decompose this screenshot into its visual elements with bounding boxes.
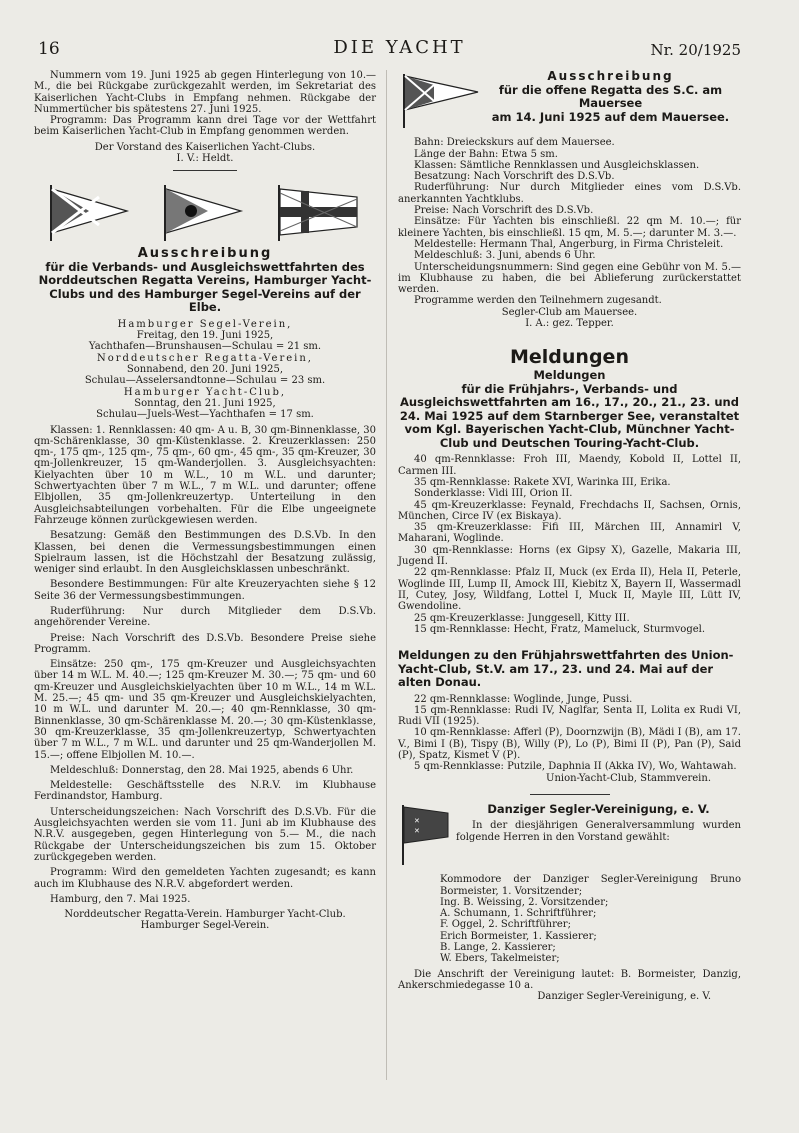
race-date: Freitag, den 19. Juni 1925, xyxy=(136,330,274,342)
meldeschluss-paragraph: Meldeschluß: Donnerstag, den 28. Mai 1925, abends 6 Uhr. xyxy=(50,764,354,776)
klassen-line: Klassen: Sämtliche Rennklassen und Ausgleichsklassen. xyxy=(414,159,700,171)
danzig-signature: Danziger Segler-Vereinigung, e. V. xyxy=(537,991,711,1003)
nrv-flag-icon xyxy=(49,181,133,243)
club-signatures: Norddeutscher Regatta-Verein. Hamburger Yacht-Club. xyxy=(64,909,346,921)
left-column xyxy=(34,70,376,932)
entry-list: 5 qm-Rennklasse: Putzile, Daphnia II (Akka IV), Wo, Wahtawah. xyxy=(414,761,737,773)
danzig-intro: In der diesjährigen Generalversammlung wurden folgende Herren in den Vorstand gewählt: xyxy=(456,820,741,843)
mauersee-heading-1: für die offene Regatta des S.C. am Mauersee xyxy=(498,82,723,110)
separator-rule xyxy=(173,170,237,171)
entry-list: 22 qm-Rennklasse: Woglinde, Junge, Pussi. xyxy=(414,693,633,705)
program-paragraph: Programm: Das Programm kann drei Tage vor der Wettfahrt beim Kaiserlichen Yacht-Club in Empfang genommen werden. xyxy=(34,115,376,138)
entry-list: 15 qm-Rennklasse: Hecht, Fratz, Mameluck, Sturmvogel. xyxy=(414,623,706,635)
mauersee-flag-icon xyxy=(398,70,480,130)
meldeschluss-line: Meldeschluß: 3. Juni, abends 6 Uhr. xyxy=(414,250,596,262)
svg-text:✕: ✕ xyxy=(414,826,420,835)
hyc-flag-icon xyxy=(163,181,247,243)
ruderfuehrung-line: Ruderführung: Nur durch Mitglieder eines vom D.S.Vb. anerkannten Yachtklubs. xyxy=(398,182,741,205)
kyc-signature: Der Vorstand des Kaiserlichen Yacht-Clubs. xyxy=(94,141,316,153)
donau-heading: Meldungen zu den Frühjahrswettfahrten des Union-Yacht-Club, St.V. am 17., 23. und 24. Mai auf der alten Donau. xyxy=(398,648,734,690)
laenge-line: Länge der Bahn: Etwa 5 sm. xyxy=(414,148,558,160)
page-header xyxy=(0,33,799,63)
board-member: F. Oggel, 2. Schriftführer; xyxy=(440,919,571,931)
mauersee-signature-name: I. A.: gez. Tepper. xyxy=(525,318,614,330)
board-member: Ing. B. Weissing, 2. Vorsitzender; xyxy=(440,896,609,908)
programme-line: Programme werden den Teilnehmern zugesandt. xyxy=(414,295,662,307)
intro-paragraph: Nummern vom 19. Juni 1925 ab gegen Hinterlegung von 10.— M., die bei Rückgabe zurückgezahlt werden, im Sekretariat des Kaiserlichen Yacht-Clubs in Empfang nehmen. Rückgabe der Nummertücher bis spätestens 27. Juni 1925. xyxy=(34,70,376,115)
race-course: Schulau—Asselersandtonne—Schulau = 23 sm. xyxy=(84,375,326,387)
entry-list: 30 qm-Rennklasse: Horns (ex Gipsy X), Gazelle, Makaria III, Jugend II. xyxy=(398,544,741,568)
entry-list: 15 qm-Rennklasse: Rudi IV, Naglfar, Senta II, Lolita ex Rudi VI, Rudi VII (1925). xyxy=(398,704,741,728)
starnberg-title: Meldungen xyxy=(533,368,606,383)
meldestelle-paragraph: Meldestelle: Geschäftsstelle des N.R.V. im Klubhause Ferdinandstor, Hamburg. xyxy=(34,780,376,803)
besatzung-line: Besatzung: Nach Vorschrift des D.S.Vb. xyxy=(414,171,615,183)
preise-paragraph: Preise: Nach Vorschrift des D.S.Vb. Besondere Preise siehe Programm. xyxy=(34,632,376,655)
danzig-block xyxy=(398,803,741,870)
unterscheidung-line: Unterscheidungsnummern: Sind gegen eine Gebühr von M. 5.— im Klubhause zu haben, die bei Ablieferung zurückerstattet werden. xyxy=(398,261,741,296)
race-day-3 xyxy=(34,387,376,421)
bestimmungen-paragraph: Besondere Bestimmungen: Für alte Kreuzeryachten siehe § 12 Seite 36 der Vermessungsbestimmungen. xyxy=(34,579,376,602)
starnberg-heading: für die Frühjahrs-, Verbands- und Ausgleichswettfahrten am 16., 17., 20., 21., 23. und 24. Mai 1925 auf dem Starnberger See, veranstaltet vom Kgl. Bayerischen Yacht-Club, Münchner Yacht-Club und Deutschen Touring-Yacht-Club. xyxy=(399,381,740,450)
klassen-paragraph: Klassen: 1. Rennklassen: 40 qm- A u. B, 30 qm-Binnenklasse, 30 qm-Schärenklasse, 30 qm-Küstenklasse. 2. Kreuzerklassen: 250 qm-, 175 qm-, 125 qm-, 75 qm-, 60 qm-, 45 qm-, 35 qm-Kreuzer, 30 qm-Jollenkreuzer, 15 qm-Wanderjollen. 3. Ausgleichsyachten: Kielyachten über 10 m W.L., 10 m W.L. und darunter; Schwertyachten über 7 m W.L., 7 m W.L. und darunter; offene Elbjollen, 35 qm-Jollenkreuzertyp. Unterteilung in den Ausgleichsabteilungen vorbehalten. Für die Elbe ungeeignete Fahrzeuge können zurückgewiesen werden. xyxy=(34,424,376,526)
preise-line: Preise: Nach Vorschrift des D.S.Vb. xyxy=(414,205,594,217)
besatzung-paragraph: Besatzung: Gemäß den Bestimmungen des D.S.Vb. In den Klassen, bei denen die Vermessungsbestimmungen einen Spielraum lassen, ist die Höchstzahl der Besatzung zulässig, weniger sind erlaubt. In den Ausgleichsklassen unbeschränkt. xyxy=(34,530,376,576)
regatta-heading: für die Verbands- und Ausgleichswettfahrten des Norddeutschen Regatta Vereins, Hamburger Yacht-Clubs und des Hamburger Segel-Vereins auf der Elbe. xyxy=(38,259,372,315)
board-member: Kommodore der Danziger Segler-Vereinigung Bruno Bormeister, 1. Vorsitzender; xyxy=(440,874,741,897)
unterscheidung-paragraph: Unterscheidungszeichen: Nach Vorschrift des D.S.Vb. Für die Ausgleichsyachten werden sie vom 11. Juni ab im Klubhause des N.R.V. ausgegeben, gegen Hinterlegung von 5.— M., die nach Rückgabe der Unterscheidungszeichen bis zum 15. Oktober zurückgegeben werden. xyxy=(34,806,376,863)
race-day-2 xyxy=(34,353,376,387)
svg-text:✕: ✕ xyxy=(414,816,420,825)
board-member: Erich Bormeister, 1. Kassierer; xyxy=(440,930,597,942)
programm-paragraph: Programm: Wird den gemeldeten Yachten zugesandt; es kann auch im Klubhause des N.R.V. abgefordert werden. xyxy=(34,867,376,890)
danzig-board-list xyxy=(440,874,741,964)
danzig-heading: Danziger Segler-Vereinigung, e. V. xyxy=(487,801,710,816)
masthead-title: DIE YACHT xyxy=(333,37,466,58)
race-course: Yachthafen—Brunshausen—Schulau = 21 sm. xyxy=(88,341,322,353)
entry-list: 25 qm-Kreuzerklasse: Junggesell, Kitty III. xyxy=(414,612,630,624)
mauersee-heading-2: am 14. Juni 1925 auf dem Mauersee. xyxy=(491,109,730,124)
race-club: Norddeutscher Regatta-Verein, xyxy=(97,352,313,364)
entry-list: 40 qm-Rennklasse: Froh III, Maendy, Kobold II, Lottel II, Carmen III. xyxy=(398,454,741,477)
mauersee-ausschreibung: Ausschreibung xyxy=(547,69,674,83)
mauersee-signature: Segler-Club am Mauersee. xyxy=(501,306,638,318)
union-signature: Union-Yacht-Club, Stammverein. xyxy=(546,772,711,784)
entry-list: 35 qm-Kreuzerklasse: Fifi III, Märchen III, Annamirl V, Maharani, Woglinde. xyxy=(398,522,741,545)
board-member: A. Schumann, 1. Schriftführer; xyxy=(440,908,597,920)
race-club: Hamburger Yacht-Club, xyxy=(123,386,287,398)
hsv-flag-icon xyxy=(277,181,361,243)
ausschreibung-heading: Ausschreibung xyxy=(137,246,273,262)
issue-number: Nr. 20/1925 xyxy=(650,41,741,59)
date-line: Hamburg, den 7. Mai 1925. xyxy=(50,893,191,905)
separator-rule xyxy=(530,794,610,795)
race-date: Sonntag, den 21. Juni 1925, xyxy=(134,397,276,409)
kyc-signature-name: I. V.: Heldt. xyxy=(176,153,234,165)
race-course: Schulau—Juels-West—Yachthafen = 17 sm. xyxy=(96,409,314,421)
page-number: 16 xyxy=(38,39,60,59)
race-club: Hamburger Segel-Verein, xyxy=(117,318,293,330)
meldungen-section-title: Meldungen xyxy=(510,346,629,369)
board-member: W. Ebers, Takelmeister; xyxy=(440,953,560,965)
entry-list: 10 qm-Rennklasse: Afferl (P), Doornzwijn (B), Mädi I (B), am 17. V., Bimi I (B), Tispy (B), Willy (P), Lo (P), Bimi II (P), Pan (P), Said (P), Spatz, Kismet V (P). xyxy=(398,727,741,762)
column-divider xyxy=(386,70,387,1080)
entry-list: 35 qm-Rennklasse: Rakete XVI, Warinka III, Erika. xyxy=(414,476,671,488)
club-signature-hsv: Hamburger Segel-Verein. xyxy=(140,920,270,932)
meldestelle-line: Meldestelle: Hermann Thal, Angerburg, in Firma Christeleit. xyxy=(414,238,724,250)
einsaetze-line: Einsätze: Für Yachten bis einschließl. 22 qm M. 10.—; für kleinere Yachten, bis einschließl. 15 qm, M. 5.—; darunter M. 3.—. xyxy=(398,216,741,239)
danzig-address: Die Anschrift der Vereinigung lautet: B. Bormeister, Danzig, Ankerschmiedegasse 10 a. xyxy=(398,968,741,991)
right-column xyxy=(398,70,741,1003)
mauersee-header xyxy=(398,70,741,133)
einsaetze-paragraph: Einsätze: 250 qm-, 175 qm-Kreuzer und Ausgleichsyachten über 14 m W.L. M. 40.—; 125 qm-Kreuzer M. 30.—; 75 qm- und 60 qm-Kreuzer und Ausgleichskielyachten über 10 m W.L., 14 m W.L. M. 25.—; 45 qm- und 35 qm-Kreuzer und Ausgleichskielyachten, 10 m W.L. und darunter M. 20.—; 40 qm-Rennklasse, 30 qm-Binnenklasse, 30 qm-Schärenklasse M. 20.—; 30 qm-Küstenklasse, 30 qm-Kreuzerklasse, 35 qm-Jollenkreuzertyp, Schwertyachten über 7 m W.L., 7 m W.L. und darunter und 25 qm-Wanderjollen M. 15.—; offene Elbjollen M. 10.—. xyxy=(34,659,376,761)
race-date: Sonnabend, den 20. Juni 1925, xyxy=(126,364,284,376)
board-member: B. Lange, 2. Kassierer; xyxy=(440,942,556,954)
entry-list: 22 qm-Rennklasse: Pfalz II, Muck (ex Erda II), Hela II, Peterle, Woglinde III, Lump II, Amock III, Kiebitz X, Bayern II, Wassermadl II, Cutey, Josy, Wildfang, Lottel I, Muck II, Mayle III, Lütt IV, Gwendoline. xyxy=(398,567,741,613)
club-flags xyxy=(34,179,376,243)
entry-list: Sonderklasse: Vidi III, Orion II. xyxy=(414,488,573,500)
danzig-flag-icon xyxy=(398,803,456,867)
race-day-1 xyxy=(34,319,376,353)
ruderfuehrung-paragraph: Ruderführung: Nur durch Mitglieder dem D.S.Vb. angehörender Vereine. xyxy=(34,606,376,629)
bahn-line: Bahn: Dreieckskurs auf dem Mauersee. xyxy=(414,137,615,149)
entry-list: 45 qm-Kreuzerklasse: Feynald, Frechdachs II, Sachsen, Ornis, München, Circe IV (ex Biskaya). xyxy=(398,499,741,522)
